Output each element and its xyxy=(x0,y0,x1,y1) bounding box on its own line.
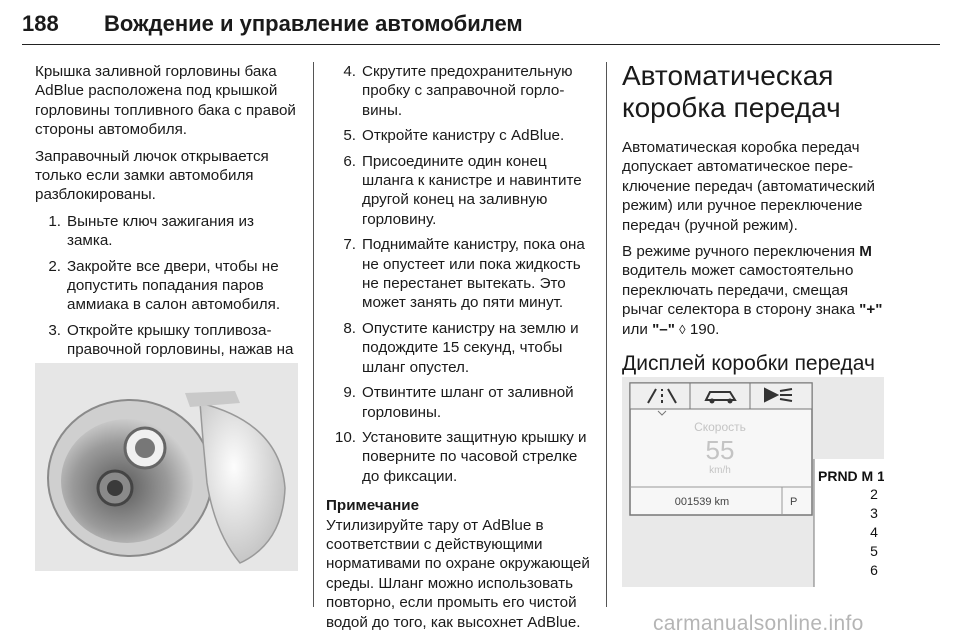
speed-label: Скорость xyxy=(694,420,746,434)
column-divider-2 xyxy=(606,62,607,607)
fuel-filler-drawing xyxy=(35,363,298,571)
paragraph-transmission-intro: Автоматическая коробка передач допускает автоматическое переключение передач (автоматический режим) или ручное переключение передач (ручной режим). xyxy=(622,139,875,234)
list-item: 10. Установите защитную крышку и поверните по часовой стрелке до фиксации. xyxy=(334,428,587,485)
gear-row: PRND M 1 xyxy=(818,468,884,484)
plus-sign: "+" xyxy=(859,301,883,319)
paragraph-manual-mode: В режиме ручного переключения M водитель может самостоятельно переключать передачи, смещая рычаг селектора в сторону знака "+" или "–" ◊ 190. xyxy=(622,243,883,338)
list-item: 4. Скрутите предохранительную пробку с заправочной горловины. xyxy=(343,63,573,119)
fuel-filler-illustration xyxy=(35,363,298,571)
gear-4: 4 xyxy=(870,524,878,540)
speed-unit: km/h xyxy=(709,465,731,476)
gear-indicator: P xyxy=(790,496,798,508)
column-3 xyxy=(622,62,892,387)
subsection-heading: Дисплей коробки передач xyxy=(622,352,875,376)
manual-mode-letter: M xyxy=(859,243,872,261)
paragraph-adblue-location: Крышка заливной горловины бака AdBlue расположена под крышкой горловины топливного бака с правой стороны автомобиля. xyxy=(35,63,296,139)
section-heading: Автоматическая коробка передач xyxy=(622,60,841,123)
gear-2: 2 xyxy=(870,486,878,502)
column-1 xyxy=(35,62,303,385)
note-title: Примечание xyxy=(326,497,420,515)
page-title: Вождение и управление автомобилем xyxy=(104,11,523,36)
page-reference-link[interactable]: 190. xyxy=(689,320,720,338)
column-divider-1 xyxy=(313,62,314,607)
transmission-display-illustration xyxy=(622,377,884,587)
watermark: carmanualsonline.info xyxy=(653,612,864,635)
list-item: 8. Опустите канистру на землю и подождите 15 секунд, чтобы шланг опустел. xyxy=(343,319,579,376)
gear-6: 6 xyxy=(870,562,878,578)
paragraph-flap-unlock: Заправочный лючок открывается только если замки автомобиля разблокированы. xyxy=(35,147,269,204)
column-2 xyxy=(326,62,598,639)
gear-5: 5 xyxy=(870,543,878,559)
list-item: 7. Поднимайте канистру, пока она не опустеет или пока жидкость не перестанет вытекать. Это может занять до пяти минут. xyxy=(343,236,585,312)
instrument-display-drawing xyxy=(622,377,884,587)
speed-value: 55 xyxy=(705,435,735,465)
minus-sign: "–" xyxy=(652,320,675,338)
list-item: 5. Откройте канистру с AdBlue. xyxy=(343,127,565,145)
note-text: Утилизируйте тару от AdBlue в соответствии с действующими нормативами по охране окружающей среды. Шланг можно использовать повторно, если промыть его чистой водой до того, как высохнет AdBlue. xyxy=(326,516,590,631)
list-item: 6. Присоедините один конец шланга к канистре и навинтите другой конец на заливную горловину. xyxy=(343,152,582,228)
list-item: 3. Откройте крышку топливозаправочной горловины, нажав на xyxy=(35,321,303,379)
odometer-value: 001539 km xyxy=(674,496,730,508)
list-item: 1. Выньте ключ зажигания из замка. xyxy=(48,212,254,250)
page-header xyxy=(22,4,940,45)
list-item: 2. Закройте все двери, чтобы не допустить попадания паров аммиака в салон автомобиля. xyxy=(48,257,281,314)
list-item: 9. Отвинтите шланг от заливной горловины. xyxy=(343,384,574,421)
reference-arrow-icon: ◊ xyxy=(679,321,686,337)
gear-3: 3 xyxy=(870,505,878,521)
page-number: 188 xyxy=(22,11,59,36)
